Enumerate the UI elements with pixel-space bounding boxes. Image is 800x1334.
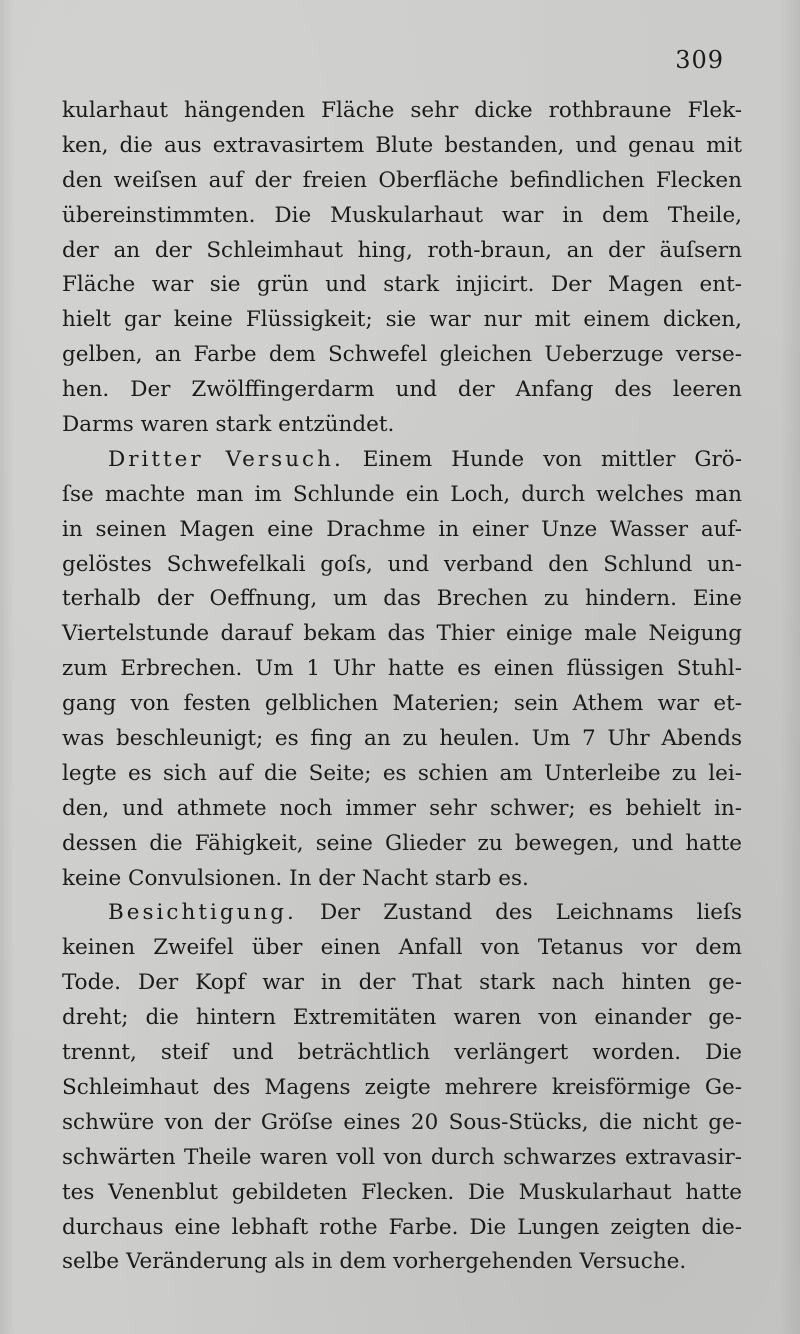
text-line: ſse machte man im Schlunde ein Loch, durch welches man [62,481,742,507]
text-line: dessen die Fähigkeit, seine Glieder zu bewegen, und hatte [62,830,742,856]
text-line: den, und athmete noch immer sehr schwer; es behielt in- [62,795,742,821]
section-heading: Dritter Versuch. [108,446,344,472]
text-fragment: Der Zustand des Leichnams lieſs [319,900,742,926]
paragraph-first-line [62,896,742,931]
text-line: gelben, an Farbe dem Schwefel gleichen Ueberzuge verse- [62,342,742,368]
text-line: legte es sich auf die Seite; es schien am Unterleibe zu lei- [62,760,742,786]
text-line: keinen Zweifel über einen Anfall von Tetanus vor dem [62,935,742,961]
text-line: übereinstimmten. Die Muskularhaut war in dem Theile, [62,202,742,228]
text-line: was beschleunigt; es fing an zu heulen. Um 7 Uhr Abends [62,726,742,752]
text-line: kularhaut hängenden Fläche sehr dicke rothbraune Flek- [62,98,742,123]
text-line: keine Convulsionen. In der Nacht starb es. [62,865,529,891]
text-line: hen. Der Zwölffingerdarm und der Anfang des leeren [62,377,742,403]
text-line: Schleimhaut des Magens zeigte mehrere kreisförmige Ge- [62,1074,742,1100]
text-line: gang von festen gelblichen Materien; sein Athem war et- [62,691,742,717]
text-line: tes Venenblut gebildeten Flecken. Die Muskularhaut hatte [62,1179,742,1205]
page-number: 309 [675,46,724,74]
text-line: Darms waren stark entzündet. [62,412,395,438]
section-heading: Besichtigung. [108,900,297,926]
text-line: ken, die aus extravasirtem Blute bestanden, und genau mit [62,132,742,158]
text-line: schwärten Theile waren voll von durch schwarzes extravasir- [62,1144,742,1170]
text-line: dreht; die hintern Extremitäten waren von einander ge- [62,1005,742,1031]
text-line: terhalb der Oeffnung, um das Brechen zu hindern. Eine [62,586,742,612]
text-line: hielt gar keine Flüssigkeit; sie war nur mit einem dicken, [62,307,742,333]
text-fragment: Einem Hunde von mittler Grö- [362,446,742,472]
text-line: zum Erbrechen. Um 1 Uhr hatte es einen flüssigen Stuhl- [62,656,742,682]
text-line: den weiſsen auf der freien Oberfläche befindlichen Flecken [62,167,742,193]
text-line: selbe Veränderung als in dem vorhergehenden Versuche. [62,1249,687,1275]
page-text [62,94,742,1280]
text-line: Fläche war sie grün und stark injicirt. Der Magen ent- [62,272,742,298]
paragraph-first-line [62,443,742,478]
text-line: Viertelstunde darauf bekam das Thier einige male Neigung [62,621,742,647]
text-line: schwüre von der Gröſse eines 20 Sous-Stücks, die nicht ge- [62,1109,742,1135]
text-line: in seinen Magen eine Drachme in einer Unze Wasser auf- [62,516,742,542]
text-line: trennt, steif und beträchtlich verlängert worden. Die [62,1040,742,1066]
text-line: gelöstes Schwefelkali goſs, und verband den Schlund un- [62,551,742,577]
text-line: Tode. Der Kopf war in der That stark nach hinten ge- [62,970,742,996]
text-line: durchaus eine lebhaft rothe Farbe. Die Lungen zeigten die- [62,1214,742,1240]
text-line: der an der Schleimhaut hing, roth-braun, an der äuſsern [62,237,742,263]
